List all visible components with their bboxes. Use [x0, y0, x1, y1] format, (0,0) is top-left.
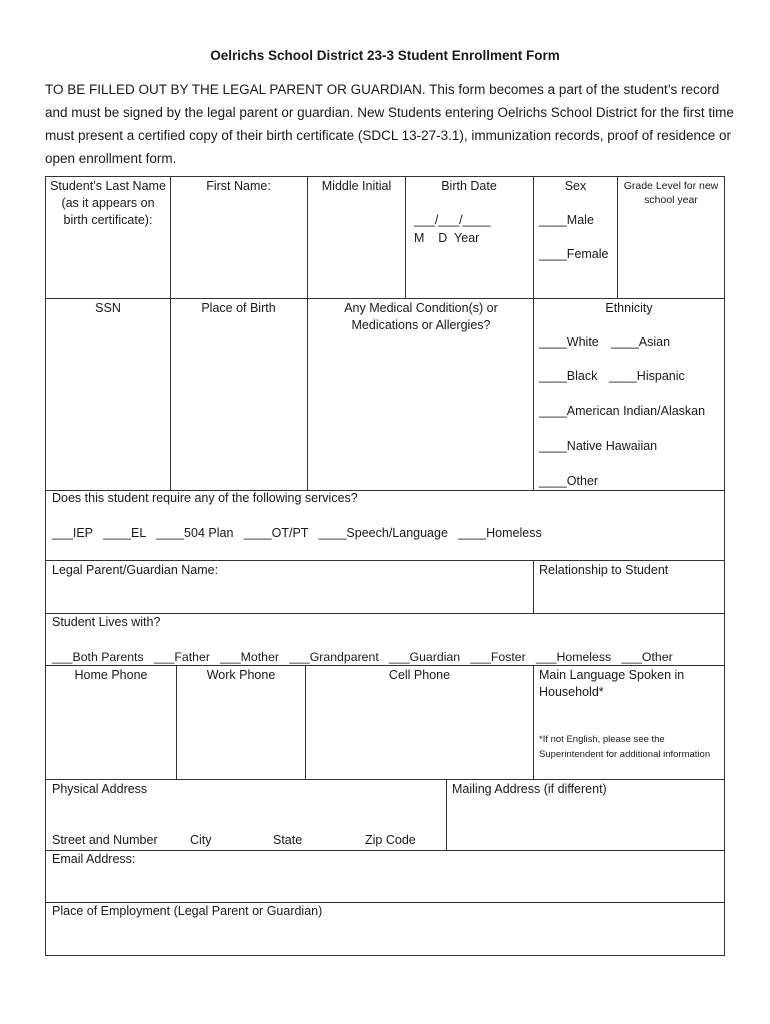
- place-of-employment-label: Place of Employment (Legal Parent or Guardian): [52, 904, 323, 918]
- mailing-address-label: Mailing Address (if different): [452, 782, 607, 796]
- place-of-birth-label: Place of Birth: [201, 301, 276, 315]
- ssn-label: SSN: [95, 301, 121, 315]
- birth-date-blank[interactable]: ___/___/____: [414, 213, 491, 227]
- work-phone-label: Work Phone: [206, 668, 276, 682]
- sex-male-option[interactable]: ____Male: [539, 213, 594, 227]
- grade-level-label: Grade Level for new school year: [623, 180, 719, 206]
- birth-date-format: M D Year: [414, 231, 480, 245]
- birth-date-label: Birth Date: [441, 179, 497, 193]
- relationship-label: Relationship to Student: [539, 563, 669, 577]
- street-number-label: Street and Number: [52, 833, 158, 847]
- ethnicity-other-option[interactable]: ____Other: [539, 474, 599, 488]
- physical-address-label: Physical Address: [52, 782, 148, 796]
- sex-female-option[interactable]: ____Female: [539, 247, 609, 261]
- home-phone-label: Home Phone: [74, 668, 148, 682]
- state-label: State: [273, 833, 303, 847]
- ethnicity-black-option[interactable]: ____Black: [539, 369, 598, 383]
- sex-label: Sex: [564, 179, 587, 193]
- services-question: Does this student require any of the following services?: [52, 491, 358, 505]
- last-name-label: Student’s Last Name (as it appears on birth certificate):: [50, 179, 166, 227]
- medical-conditions-label: Any Medical Condition(s) or Medications or Allergies?: [344, 301, 498, 332]
- ethnicity-american-indian-option[interactable]: ____American Indian/Alaskan: [539, 404, 706, 418]
- ethnicity-native-hawaiian-option[interactable]: ____Native Hawaiian: [539, 439, 658, 453]
- form-instructions: TO BE FILLED OUT BY THE LEGAL PARENT OR GUARDIAN. This form becomes a part of the student’s record and must be signed by the legal parent or guardian. New Students entering Oelrichs School District for the first time must present a certified copy of their birth certificate (SDCL 13-27-3.1), immunization records, proof of residence or open enrollment form.: [45, 82, 734, 166]
- guardian-name-label: Legal Parent/Guardian Name:: [52, 563, 219, 577]
- city-label: City: [190, 833, 212, 847]
- ethnicity-label: Ethnicity: [605, 301, 653, 315]
- ethnicity-asian-option[interactable]: ____Asian: [611, 335, 671, 349]
- middle-initial-label: Middle Initial: [321, 179, 392, 193]
- email-address-label: Email Address:: [52, 852, 136, 866]
- cell-phone-label: Cell Phone: [388, 668, 451, 682]
- main-language-label: Main Language Spoken in Household*: [539, 668, 685, 699]
- ethnicity-hispanic-option[interactable]: ____Hispanic: [609, 369, 685, 383]
- lives-with-question: Student Lives with?: [52, 615, 161, 629]
- services-options[interactable]: ___IEP ____EL ____504 Plan ____OT/PT ____Speech/Language ____Homeless: [52, 526, 542, 540]
- lives-with-options[interactable]: ___Both Parents ___Father ___Mother ___Grandparent ___Guardian ___Foster ___Homeless ___Other: [52, 650, 673, 664]
- first-name-label: First Name:: [206, 179, 271, 193]
- ethnicity-white-option[interactable]: ____White: [539, 335, 599, 349]
- form-title: Oelrichs School District 23-3 Student Enrollment Form: [210, 48, 560, 63]
- zip-code-label: Zip Code: [365, 833, 416, 847]
- language-note: *If not English, please see the Superintendent for additional information: [539, 734, 711, 760]
